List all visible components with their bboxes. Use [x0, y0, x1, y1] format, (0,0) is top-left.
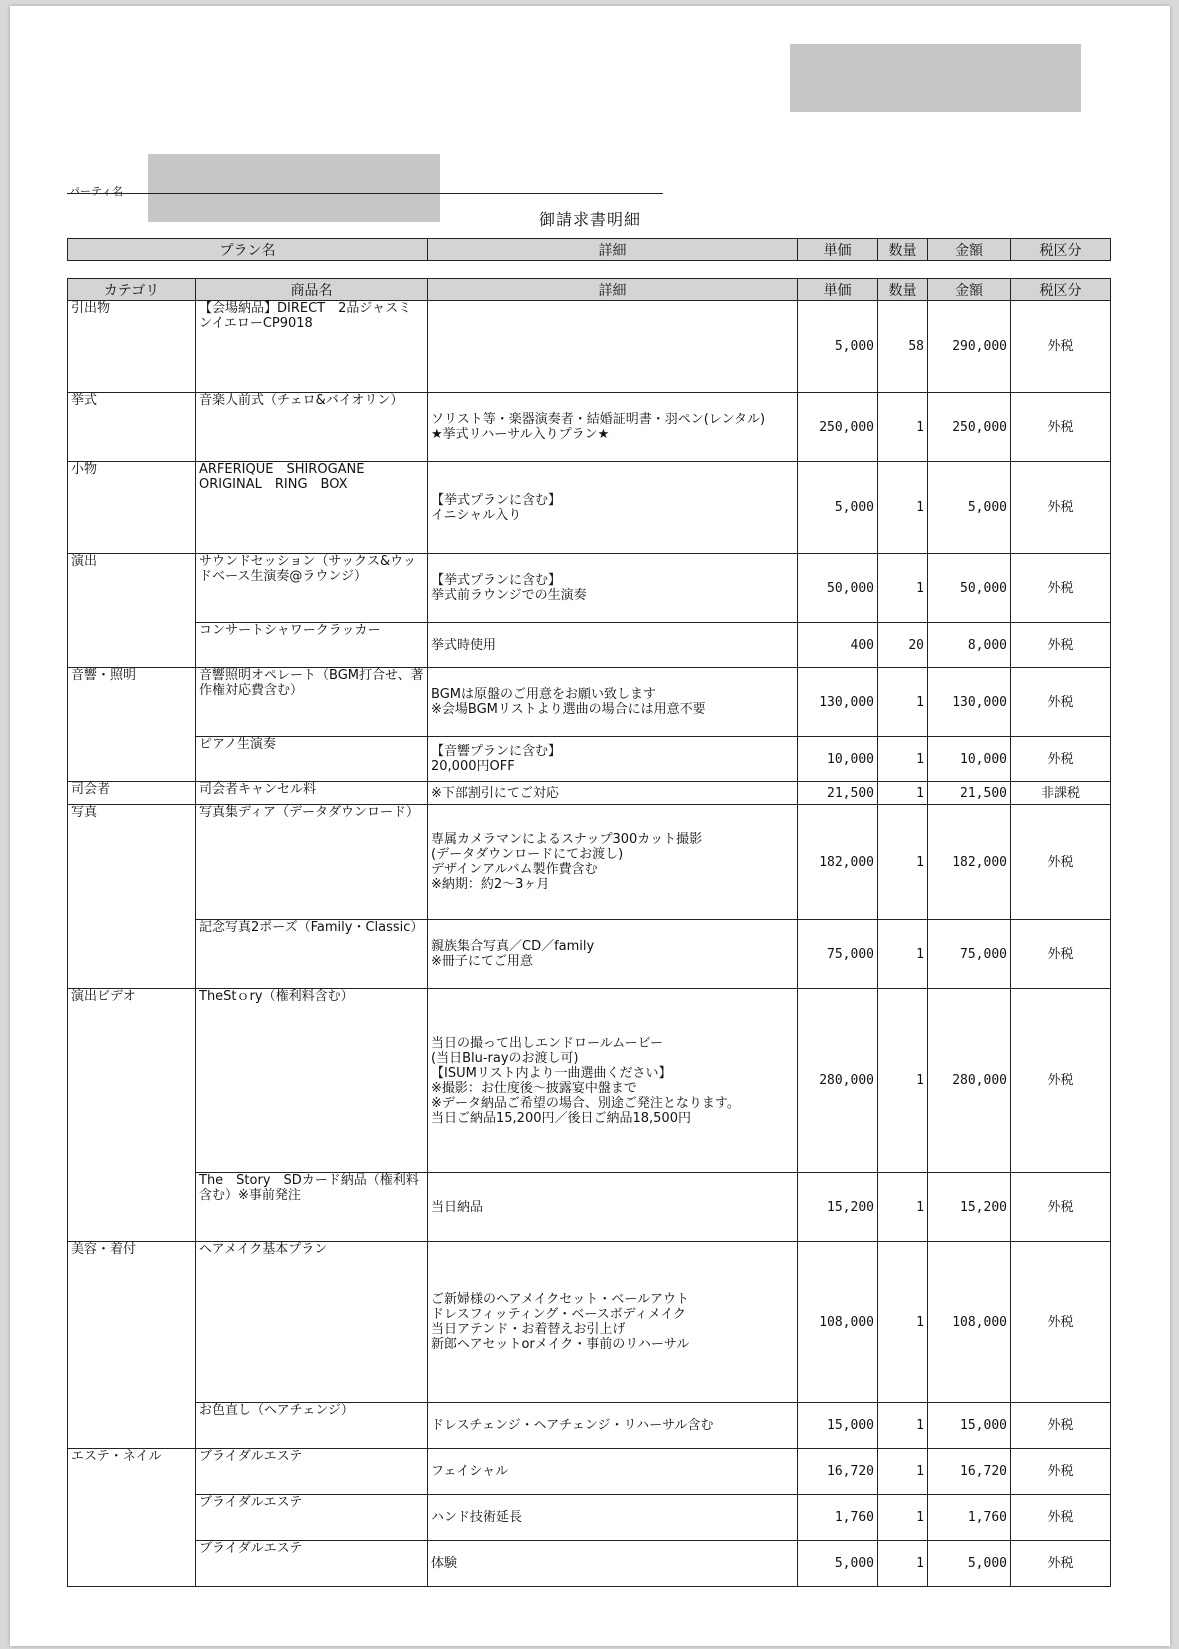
row-amount: 10,000: [928, 737, 1011, 782]
plan-table: [67, 238, 1111, 261]
row-category: 小物: [68, 462, 196, 554]
row-amount: 5,000: [928, 462, 1011, 554]
row-quantity: 1: [878, 393, 928, 462]
row-tax-type: 外税: [1011, 668, 1111, 737]
items-header-name: 商品名: [196, 279, 428, 301]
items-header-tax: 税区分: [1011, 279, 1111, 301]
row-tax-type: 外税: [1011, 989, 1111, 1173]
row-detail: 【挙式プランに含む】 挙式前ラウンジでの生演奏: [428, 554, 798, 623]
plan-header-name: プラン名: [68, 239, 428, 261]
row-product-name: コンサートシャワークラッカー: [196, 623, 428, 668]
row-product-name: ヘアメイク基本プラン: [196, 1242, 428, 1403]
row-product-name: サウンドセッション（サックス&ウッドベース生演奏@ラウンジ）: [196, 554, 428, 623]
row-tax-type: 外税: [1011, 805, 1111, 920]
row-category: 写真: [68, 805, 196, 920]
table-row: [68, 1403, 1111, 1449]
row-category: 音響・照明: [68, 668, 196, 737]
items-table: [67, 278, 1111, 1587]
row-tax-type: 外税: [1011, 301, 1111, 393]
table-row: [68, 554, 1111, 623]
row-detail: 挙式時使用: [428, 623, 798, 668]
row-product-name: 司会者キャンセル料: [196, 782, 428, 805]
row-category: 引出物: [68, 301, 196, 393]
row-detail: 専属カメラマンによるスナップ300カット撮影 (データダウンロードにてお渡し) デザインアルバム製作費含む ※納期：約2〜3ヶ月: [428, 805, 798, 920]
row-amount: 250,000: [928, 393, 1011, 462]
row-tax-type: 外税: [1011, 462, 1111, 554]
row-quantity: 20: [878, 623, 928, 668]
row-tax-type: 外税: [1011, 1449, 1111, 1495]
redacted-header-block: [790, 44, 1081, 112]
table-row: [68, 393, 1111, 462]
table-row: [68, 989, 1111, 1173]
row-product-name: ピアノ生演奏: [196, 737, 428, 782]
row-detail: ご新婦様のヘアメイクセット・ベールアウト ドレスフィッティング・ベースボディメイク 当日アテンド・お着替えお引上げ 新郎ヘアセットorメイク・事前のリハーサル: [428, 1242, 798, 1403]
table-row: [68, 1495, 1111, 1541]
row-quantity: 1: [878, 1495, 928, 1541]
row-detail: ドレスチェンジ・ヘアチェンジ・リハーサル含む: [428, 1403, 798, 1449]
plan-header-amount: 金額: [928, 239, 1011, 261]
row-amount: 5,000: [928, 1541, 1011, 1587]
row-quantity: 1: [878, 920, 928, 989]
row-unit-price: 5,000: [798, 462, 878, 554]
row-unit-price: 400: [798, 623, 878, 668]
row-quantity: 1: [878, 462, 928, 554]
row-category: 挙式: [68, 393, 196, 462]
table-row: [68, 1242, 1111, 1403]
items-header-category: カテゴリ: [68, 279, 196, 301]
row-unit-price: 21,500: [798, 782, 878, 805]
row-category: エステ・ネイル: [68, 1449, 196, 1495]
row-amount: 182,000: [928, 805, 1011, 920]
row-unit-price: 130,000: [798, 668, 878, 737]
table-row: [68, 1173, 1111, 1242]
row-category: 演出ビデオ: [68, 989, 196, 1173]
table-row: [68, 782, 1111, 805]
row-quantity: 58: [878, 301, 928, 393]
row-detail: [428, 301, 798, 393]
row-amount: 130,000: [928, 668, 1011, 737]
items-header-detail: 詳細: [428, 279, 798, 301]
row-unit-price: 75,000: [798, 920, 878, 989]
row-unit-price: 1,760: [798, 1495, 878, 1541]
row-quantity: 1: [878, 554, 928, 623]
row-amount: 16,720: [928, 1449, 1011, 1495]
row-quantity: 1: [878, 668, 928, 737]
row-quantity: 1: [878, 737, 928, 782]
row-tax-type: 外税: [1011, 920, 1111, 989]
row-amount: 75,000: [928, 920, 1011, 989]
row-unit-price: 182,000: [798, 805, 878, 920]
row-detail: BGMは原盤のご用意をお願い致します ※会場BGMリストより選曲の場合には用意不要: [428, 668, 798, 737]
row-amount: 15,000: [928, 1403, 1011, 1449]
table-row: [68, 805, 1111, 920]
row-category: [68, 1495, 196, 1541]
items-header-price: 単価: [798, 279, 878, 301]
row-quantity: 1: [878, 1173, 928, 1242]
row-amount: 108,000: [928, 1242, 1011, 1403]
row-category: 美容・着付: [68, 1242, 196, 1403]
row-product-name: TheStｏry（権利料含む）: [196, 989, 428, 1173]
table-row: [68, 1449, 1111, 1495]
row-category: [68, 1173, 196, 1242]
table-row: [68, 301, 1111, 393]
table-row: [68, 462, 1111, 554]
row-unit-price: 108,000: [798, 1242, 878, 1403]
row-unit-price: 250,000: [798, 393, 878, 462]
row-tax-type: 外税: [1011, 1173, 1111, 1242]
row-amount: 8,000: [928, 623, 1011, 668]
row-product-name: The Story SDカード納品（権利料含む）※事前発注: [196, 1173, 428, 1242]
row-amount: 290,000: [928, 301, 1011, 393]
row-tax-type: 外税: [1011, 393, 1111, 462]
row-amount: 15,200: [928, 1173, 1011, 1242]
plan-header-price: 単価: [798, 239, 878, 261]
row-detail: 【挙式プランに含む】 イニシャル入り: [428, 462, 798, 554]
row-product-name: ARFERIQUE SHIROGANE ORIGINAL RING BOX: [196, 462, 428, 554]
row-unit-price: 16,720: [798, 1449, 878, 1495]
row-product-name: 音楽人前式（チェロ&バイオリン）: [196, 393, 428, 462]
row-category: [68, 1541, 196, 1587]
row-detail: 【音響プランに含む】 20,000円OFF: [428, 737, 798, 782]
row-unit-price: 15,000: [798, 1403, 878, 1449]
plan-header-qty: 数量: [878, 239, 928, 261]
row-product-name: お色直し（ヘアチェンジ）: [196, 1403, 428, 1449]
row-amount: 21,500: [928, 782, 1011, 805]
row-amount: 50,000: [928, 554, 1011, 623]
row-tax-type: 外税: [1011, 554, 1111, 623]
row-category: [68, 623, 196, 668]
row-tax-type: 非課税: [1011, 782, 1111, 805]
row-detail: 体験: [428, 1541, 798, 1587]
row-quantity: 1: [878, 782, 928, 805]
row-unit-price: 50,000: [798, 554, 878, 623]
row-detail: ハンド技術延長: [428, 1495, 798, 1541]
table-row: [68, 737, 1111, 782]
row-tax-type: 外税: [1011, 623, 1111, 668]
row-product-name: 記念写真2ポーズ（Family・Classic）: [196, 920, 428, 989]
row-unit-price: 5,000: [798, 1541, 878, 1587]
row-unit-price: 5,000: [798, 301, 878, 393]
table-row: [68, 1541, 1111, 1587]
party-name-underline: [67, 193, 663, 194]
table-row: [68, 623, 1111, 668]
row-category: [68, 920, 196, 989]
row-detail: 当日納品: [428, 1173, 798, 1242]
row-tax-type: 外税: [1011, 1495, 1111, 1541]
row-unit-price: 280,000: [798, 989, 878, 1173]
items-header-amount: 金額: [928, 279, 1011, 301]
invoice-page: [10, 6, 1170, 1646]
table-row: [68, 920, 1111, 989]
row-unit-price: 10,000: [798, 737, 878, 782]
row-category: 演出: [68, 554, 196, 623]
row-detail: フェイシャル: [428, 1449, 798, 1495]
row-product-name: 音響照明オペレート（BGM打合せ、著作権対応費含む）: [196, 668, 428, 737]
row-category: [68, 737, 196, 782]
row-product-name: ブライダルエステ: [196, 1449, 428, 1495]
row-category: [68, 1403, 196, 1449]
plan-header-tax: 税区分: [1011, 239, 1111, 261]
row-quantity: 1: [878, 805, 928, 920]
row-product-name: ブライダルエステ: [196, 1541, 428, 1587]
row-tax-type: 外税: [1011, 737, 1111, 782]
row-product-name: 写真集ディア（データダウンロード）: [196, 805, 428, 920]
table-row: [68, 668, 1111, 737]
items-header-qty: 数量: [878, 279, 928, 301]
document-title: 御請求書明細: [538, 210, 641, 229]
row-category: 司会者: [68, 782, 196, 805]
row-tax-type: 外税: [1011, 1403, 1111, 1449]
row-product-name: ブライダルエステ: [196, 1495, 428, 1541]
row-product-name: 【会場納品】DIRECT 2品ジャスミンイエローCP9018: [196, 301, 428, 393]
row-quantity: 1: [878, 1242, 928, 1403]
row-quantity: 1: [878, 1403, 928, 1449]
party-name-label: パーティ名: [69, 185, 124, 198]
plan-header-detail: 詳細: [428, 239, 798, 261]
row-amount: 1,760: [928, 1495, 1011, 1541]
row-detail: 当日の撮って出しエンドロールムービー (当日Blu-rayのお渡し可) 【ISUMリスト内より一曲選曲ください】 ※撮影：お仕度後〜披露宴中盤まで ※データ納品ご希望の場合、別途ご発注となります。 当日ご納品15,200円／後日ご納品18,500円: [428, 989, 798, 1173]
row-unit-price: 15,200: [798, 1173, 878, 1242]
row-amount: 280,000: [928, 989, 1011, 1173]
row-detail: 親族集合写真／CD／family ※冊子にてご用意: [428, 920, 798, 989]
row-quantity: 1: [878, 1541, 928, 1587]
row-quantity: 1: [878, 1449, 928, 1495]
row-tax-type: 外税: [1011, 1541, 1111, 1587]
row-detail: ※下部割引にてご対応: [428, 782, 798, 805]
row-tax-type: 外税: [1011, 1242, 1111, 1403]
row-detail: ソリスト等・楽器演奏者・結婚証明書・羽ペン(レンタル) ★挙式リハーサル入りプラン★: [428, 393, 798, 462]
row-quantity: 1: [878, 989, 928, 1173]
